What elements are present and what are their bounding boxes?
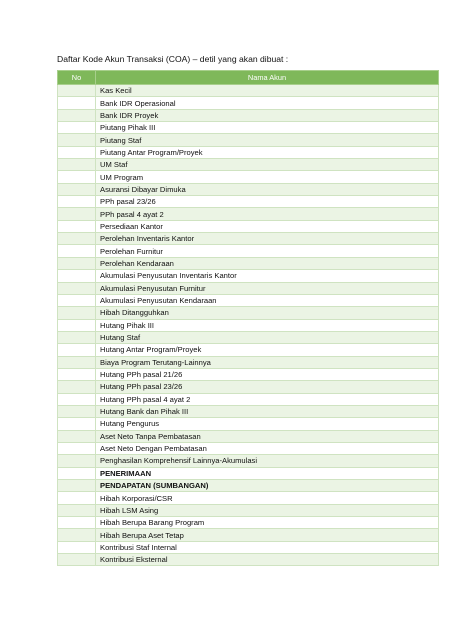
table-row	[58, 307, 439, 319]
account-name-cell: UM Staf	[96, 159, 439, 171]
table-row	[58, 517, 439, 529]
account-number-cell	[58, 183, 96, 195]
account-name-cell: Hutang PPh pasal 23/26	[96, 381, 439, 393]
table-row	[58, 233, 439, 245]
table-row	[58, 554, 439, 566]
account-name-cell: Asuransi Dibayar Dimuka	[96, 183, 439, 195]
account-name-cell: Hutang PPh pasal 4 ayat 2	[96, 393, 439, 405]
account-number-cell	[58, 331, 96, 343]
account-name-cell: Kontribusi Staf Internal	[96, 541, 439, 553]
table-row	[58, 529, 439, 541]
account-name-cell: Akumulasi Penyusutan Kendaraan	[96, 294, 439, 306]
account-name-cell: Perolehan Inventaris Kantor	[96, 233, 439, 245]
account-name-cell: Hibah LSM Asing	[96, 504, 439, 516]
table-row	[58, 220, 439, 232]
account-number-cell	[58, 294, 96, 306]
account-number-cell	[58, 480, 96, 492]
account-number-cell	[58, 381, 96, 393]
table-row	[58, 245, 439, 257]
account-number-cell	[58, 430, 96, 442]
account-number-cell	[58, 97, 96, 109]
account-name-cell: Hutang Bank dan Pihak III	[96, 405, 439, 417]
account-name-cell: Hutang Pengurus	[96, 418, 439, 430]
table-row	[58, 455, 439, 467]
account-number-cell	[58, 529, 96, 541]
account-name-cell: Akumulasi Penyusutan Furnitur	[96, 282, 439, 294]
table-row	[58, 319, 439, 331]
account-number-cell	[58, 467, 96, 479]
account-number-cell	[58, 455, 96, 467]
table-row	[58, 381, 439, 393]
account-name-cell: Piutang Pihak III	[96, 122, 439, 134]
account-name-cell: Piutang Antar Program/Proyek	[96, 146, 439, 158]
table-row	[58, 480, 439, 492]
account-name-cell: Perolehan Kendaraan	[96, 257, 439, 269]
coa-table	[57, 70, 439, 566]
account-name-cell: PENDAPATAN (SUMBANGAN)	[96, 480, 439, 492]
account-number-cell	[58, 517, 96, 529]
account-number-cell	[58, 196, 96, 208]
table-row	[58, 171, 439, 183]
account-number-cell	[58, 270, 96, 282]
account-name-cell: Hutang Antar Program/Proyek	[96, 344, 439, 356]
account-number-cell	[58, 85, 96, 97]
account-name-cell: Kontribusi Eksternal	[96, 554, 439, 566]
account-name-cell: PPh pasal 23/26	[96, 196, 439, 208]
table-row	[58, 442, 439, 454]
table-row	[58, 504, 439, 516]
account-name-cell: Persediaan Kantor	[96, 220, 439, 232]
account-number-cell	[58, 356, 96, 368]
account-name-cell: Hutang PPh pasal 21/26	[96, 368, 439, 380]
table-row	[58, 159, 439, 171]
table-row	[58, 418, 439, 430]
account-name-cell: PENERIMAAN	[96, 467, 439, 479]
table-row	[58, 97, 439, 109]
account-number-cell	[58, 257, 96, 269]
account-name-cell: Aset Neto Tanpa Pembatasan	[96, 430, 439, 442]
account-name-cell: Bank IDR Operasional	[96, 97, 439, 109]
account-name-cell: UM Program	[96, 171, 439, 183]
table-header-row	[58, 71, 439, 85]
table-row	[58, 134, 439, 146]
account-number-cell	[58, 405, 96, 417]
account-number-cell	[58, 307, 96, 319]
table-body	[58, 85, 439, 566]
table-row	[58, 344, 439, 356]
account-number-cell	[58, 344, 96, 356]
account-number-cell	[58, 233, 96, 245]
table-row	[58, 368, 439, 380]
column-header-name: Nama Akun	[96, 71, 439, 85]
account-name-cell: Piutang Staf	[96, 134, 439, 146]
account-name-cell: Hutang Staf	[96, 331, 439, 343]
account-number-cell	[58, 504, 96, 516]
table-row	[58, 541, 439, 553]
table-row	[58, 257, 439, 269]
account-name-cell: Hutang Pihak III	[96, 319, 439, 331]
table-row	[58, 492, 439, 504]
table-row	[58, 331, 439, 343]
table-row	[58, 430, 439, 442]
account-name-cell: Kas Kecil	[96, 85, 439, 97]
account-number-cell	[58, 442, 96, 454]
table-row	[58, 467, 439, 479]
account-number-cell	[58, 541, 96, 553]
account-name-cell: Aset Neto Dengan Pembatasan	[96, 442, 439, 454]
account-number-cell	[58, 282, 96, 294]
account-number-cell	[58, 134, 96, 146]
account-name-cell: Penghasilan Komprehensif Lainnya-Akumulasi	[96, 455, 439, 467]
table-row	[58, 405, 439, 417]
account-number-cell	[58, 418, 96, 430]
table-row	[58, 196, 439, 208]
page-title: Daftar Kode Akun Transaksi (COA) – detil yang akan dibuat :	[57, 54, 289, 64]
table-row	[58, 146, 439, 158]
account-name-cell: Bank IDR Proyek	[96, 109, 439, 121]
table-row	[58, 393, 439, 405]
account-number-cell	[58, 208, 96, 220]
account-number-cell	[58, 492, 96, 504]
account-name-cell: Hibah Berupa Barang Program	[96, 517, 439, 529]
table-row	[58, 208, 439, 220]
account-number-cell	[58, 220, 96, 232]
account-number-cell	[58, 368, 96, 380]
account-number-cell	[58, 393, 96, 405]
table-row	[58, 122, 439, 134]
account-name-cell: Hibah Berupa Aset Tetap	[96, 529, 439, 541]
account-name-cell: Akumulasi Penyusutan Inventaris Kantor	[96, 270, 439, 282]
table-row	[58, 85, 439, 97]
account-name-cell: Perolehan Furnitur	[96, 245, 439, 257]
account-name-cell: Hibah Korporasi/CSR	[96, 492, 439, 504]
account-name-cell: PPh pasal 4 ayat 2	[96, 208, 439, 220]
account-number-cell	[58, 159, 96, 171]
account-number-cell	[58, 245, 96, 257]
account-number-cell	[58, 319, 96, 331]
table-row	[58, 270, 439, 282]
account-name-cell: Biaya Program Terutang-Lainnya	[96, 356, 439, 368]
table-row	[58, 356, 439, 368]
account-number-cell	[58, 109, 96, 121]
column-header-no: No	[58, 71, 96, 85]
account-number-cell	[58, 554, 96, 566]
account-number-cell	[58, 171, 96, 183]
table-row	[58, 282, 439, 294]
table-row	[58, 294, 439, 306]
account-number-cell	[58, 122, 96, 134]
table-row	[58, 109, 439, 121]
account-name-cell: Hibah Ditangguhkan	[96, 307, 439, 319]
account-number-cell	[58, 146, 96, 158]
table-row	[58, 183, 439, 195]
